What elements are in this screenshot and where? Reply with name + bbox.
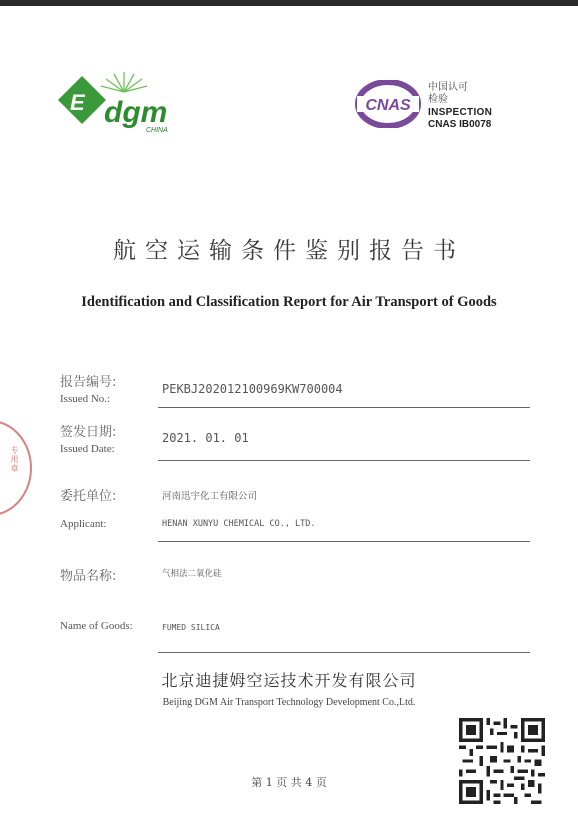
cnas-line-3: INSPECTION bbox=[428, 107, 493, 118]
qr-code-icon bbox=[459, 718, 545, 804]
applicant-underline bbox=[158, 541, 530, 542]
cnas-line-2: 检验 bbox=[428, 94, 448, 105]
issued-no-label-en: Issued No.: bbox=[60, 393, 111, 405]
issued-no-underline bbox=[158, 407, 530, 408]
svg-text:CNAS: CNAS bbox=[365, 97, 411, 114]
goods-label-cn: 物品名称: bbox=[60, 569, 117, 584]
issued-date-value: 2021. 01. 01 bbox=[162, 431, 249, 445]
cnas-logo bbox=[353, 80, 423, 128]
issued-date-label-en: Issued Date: bbox=[60, 443, 115, 455]
applicant-label-cn: 委托单位: bbox=[60, 489, 117, 504]
issued-date-label-cn: 签发日期: bbox=[60, 425, 117, 440]
dgm-logo bbox=[56, 70, 191, 140]
goods-underline bbox=[158, 652, 530, 653]
company-name-cn: 北京迪捷姆空运技术开发有限公司 bbox=[161, 671, 417, 690]
page-number: 第 1 页 共 4 页 bbox=[251, 776, 327, 789]
goods-label-en: Name of Goods: bbox=[60, 620, 133, 632]
goods-value-cn: 气相法二氧化硅 bbox=[162, 569, 222, 579]
issued-no-label-cn: 报告编号: bbox=[60, 375, 117, 390]
logo-sub: CHINA bbox=[146, 127, 168, 134]
applicant-value-en: HENAN XUNYU CHEMICAL CO., LTD. bbox=[162, 519, 316, 529]
svg-text:E: E bbox=[70, 90, 85, 115]
goods-value-en: FUMED SILICA bbox=[162, 623, 220, 632]
svg-text:dgm: dgm bbox=[104, 96, 168, 129]
cnas-line-4: CNAS IB0078 bbox=[428, 119, 492, 130]
partial-red-seal: 专用章 bbox=[0, 420, 32, 516]
cnas-accreditation-text bbox=[428, 82, 492, 131]
issued-date-underline bbox=[158, 460, 530, 461]
issued-no-value: PEKBJ202012100969KW700004 bbox=[162, 382, 343, 396]
report-title-en: Identification and Classification Report for Air Transport of Goods bbox=[81, 294, 497, 310]
company-name-en: Beijing DGM Air Transport Technology Development Co.,Ltd. bbox=[162, 697, 416, 708]
applicant-value-cn: 河南迅宇化工有限公司 bbox=[162, 491, 258, 502]
cnas-line-1: 中国认可 bbox=[428, 82, 468, 93]
applicant-label-en: Applicant: bbox=[60, 518, 107, 530]
report-title-cn: 航空运输条件鉴别报告书 bbox=[113, 238, 465, 264]
scan-top-edge bbox=[0, 0, 578, 6]
